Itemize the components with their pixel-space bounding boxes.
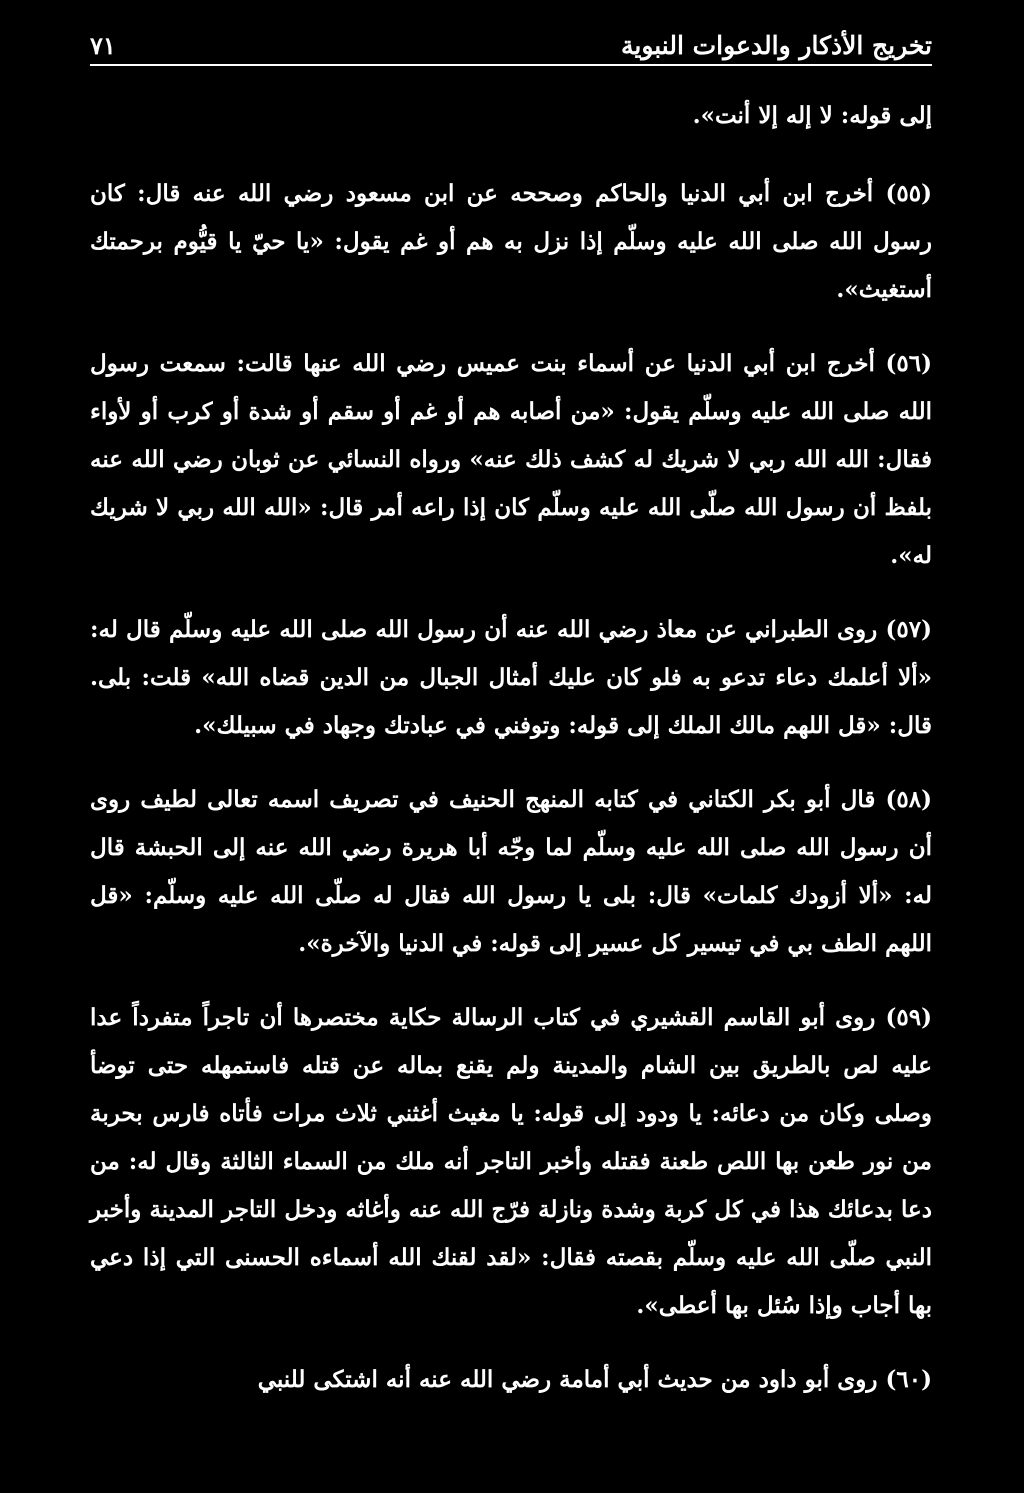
paragraph-hadith-57: (٥٧) روى الطبراني عن معاذ رضي الله عنه أن رسول الله صلى الله عليه وسلّم قال له: «ألا أعلمك دعاء تدعو به فلو كان عليك أمثال الجبال من الدين قضاه الله» قلت: بلى. قال: «قل اللهم مالك الملك إلى قوله: وتوفني في عبادتك وجهاد في سبيلك». (90, 616, 932, 739)
paragraph-hadith-55: (٥٥) أخرج ابن أبي الدنيا والحاكم وصححه عن ابن مسعود رضي الله عنه قال: كان رسول الله صلى الله عليه وسلّم إذا نزل به هم أو غم يقول: «يا حيّ يا قيُّوم برحمتك أستغيث». (90, 180, 932, 303)
paragraph-hadith-59: (٥٩) روى أبو القاسم القشيري في كتاب الرسالة حكاية مختصرها أن تاجراً متفرداً عدا عليه لص بالطريق بين الشام والمدينة ولم يقنع بماله عن قتله فاستمهله حتى توضأ وصلى وكان من دعائه: يا ودود إلى قوله: يا مغيث أغثني ثلاث مرات فأتاه فارس بحربة من نور طعن بها اللص طعنة فقتله وأخبر التاجر أنه ملك من السماء الثالثة وقال له: من دعا بدعائك هذا في كل كربة وشدة ونازلة فرّج الله عنه وأغاثه ودخل التاجر المدينة وأخبر النبي صلّى الله عليه وسلّم بقصته فقال: «لقد لقنك الله أسماءه الحسنى التي إذا دعي بها أجاب وإذا سُئل بها أعطى». (90, 1004, 932, 1319)
paragraph-continuation: إلى قوله: لا إله إلا أنت». (692, 102, 932, 129)
header-title: تخريج الأذكار والدعوات النبوية (620, 31, 932, 60)
page-number: ٧١ (90, 31, 116, 60)
paragraph-hadith-60: (٦٠) روى أبو داود من حديث أبي أمامة رضي الله عنه أنه اشتكى للنبي (257, 1366, 932, 1393)
document-page (90, 22, 932, 1473)
running-header (90, 22, 932, 66)
page-content (90, 92, 932, 1404)
paragraph-hadith-56: (٥٦) أخرج ابن أبي الدنيا عن أسماء بنت عميس رضي الله عنها قالت: سمعت رسول الله صلى الله عليه وسلّم يقول: «من أصابه هم أو غم أو سقم أو شدة أو كرب أو لأواء فقال: الله الله ربي لا شريك له كشف ذلك عنه» ورواه النسائي عن ثوبان رضي الله عنه بلفظ أن رسول الله صلّى الله عليه وسلّم كان إذا راعه أمر قال: «الله الله ربي لا شريك له». (90, 350, 932, 569)
paragraph-hadith-58: (٥٨) قال أبو بكر الكتاني في كتابه المنهج الحنيف في تصريف اسمه تعالى لطيف روى أن رسول الله صلى الله عليه وسلّم لما وجّه أبا هريرة رضي الله عنه إلى الحبشة قال له: «ألا أزودك كلمات» قال: بلى يا رسول الله فقال له صلّى الله عليه وسلّم: «قل اللهم الطف بي في تيسير كل عسير إلى قوله: في الدنيا والآخرة». (90, 786, 932, 957)
